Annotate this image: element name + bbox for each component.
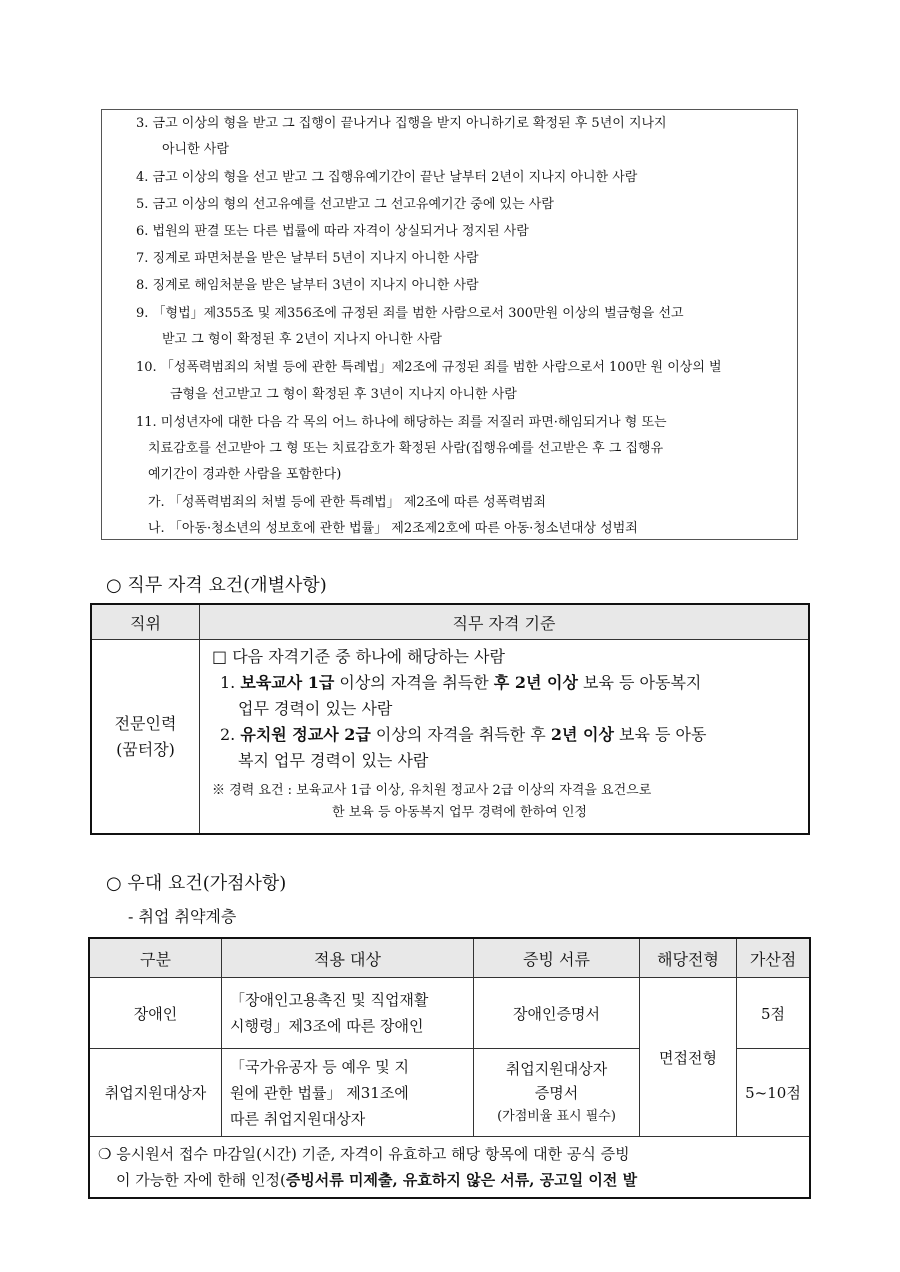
cell-support-points: 5~10점 [737, 1049, 811, 1137]
disq-item-11-na: 나. 「아동·청소년의 성보호에 관한 법률」 제2조제2호에 따른 아동·청소년대상 성범죄 [148, 521, 638, 536]
cell-disabled-target: 「장애인고용촉진 및 직업재활 시행령」제3조에 따른 장애인 [222, 978, 474, 1049]
criteria-item-2: 2. 유치원 정교사 2급 이상의 자격을 취득한 후 2년 이상 보육 등 아동 [220, 725, 707, 744]
disq-item-11-cont2: 예기간이 경과한 사람을 포함한다) [148, 467, 342, 482]
cell-support-doc: 취업지원대상자 증명서 (가점비율 표시 필수) [474, 1049, 640, 1137]
table-header-row [91, 604, 809, 640]
disq-item-10: 10. 「성폭력범죄의 처벌 등에 관한 특례법」제2조에 규정된 죄를 범한 사람으로서 100만 원 이상의 벌 [136, 360, 722, 375]
header-target: 적용 대상 [222, 938, 474, 978]
header-points: 가산점 [737, 938, 811, 978]
disq-item-3: 3. 금고 이상의 형을 받고 그 집행이 끝나거나 집행을 받지 아니하기로 확정된 후 5년이 지나지 [136, 116, 667, 131]
job-qualification-table [90, 603, 810, 835]
preference-table [88, 937, 811, 1199]
disq-item-11: 11. 미성년자에 대한 다음 각 목의 어느 하나에 해당하는 죄를 저질러 파면·해임되거나 형 또는 [136, 415, 667, 430]
cell-disabled-points: 5점 [737, 978, 811, 1049]
table-header-row [89, 938, 810, 978]
disq-item-5: 5. 금고 이상의 형의 선고유예를 선고받고 그 선고유예기간 중에 있는 사람 [136, 197, 554, 212]
disq-item-6: 6. 법원의 판결 또는 다른 법률에 따라 자격이 상실되거나 정지된 사람 [136, 224, 529, 239]
disqualification-box [101, 109, 798, 540]
criteria-intro: □ 다음 자격기준 중 하나에 해당하는 사람 [212, 647, 505, 666]
header-stage: 해당전형 [640, 938, 737, 978]
disq-item-9-cont: 받고 그 형이 확정된 후 2년이 지나지 아니한 사람 [162, 332, 442, 347]
cell-support: 취업지원대상자 [89, 1049, 222, 1137]
table-row [89, 978, 810, 1049]
cell-disabled: 장애인 [89, 978, 222, 1049]
disq-item-3-cont: 아니한 사람 [162, 142, 229, 157]
criteria-item-1: 1. 보육교사 1급 이상의 자격을 취득한 후 2년 이상 보육 등 아동복지 [220, 673, 702, 692]
criteria-item-2-cont: 복지 업무 경력이 있는 사람 [238, 751, 429, 770]
position-cell [91, 640, 200, 835]
header-position: 직위 [91, 604, 200, 640]
header-category: 구분 [89, 938, 222, 978]
cell-disabled-doc: 장애인증명서 [474, 978, 640, 1049]
position-name: 전문인력 [114, 713, 177, 733]
disq-item-8: 8. 징계로 해임처분을 받은 날부터 3년이 지나지 아니한 사람 [136, 278, 479, 293]
position-subname: (꿈터장) [116, 739, 175, 759]
disq-item-4: 4. 금고 이상의 형을 선고 받고 그 집행유예기간이 끝난 날부터 2년이 지나지 아니한 사람 [136, 170, 638, 185]
disq-item-9: 9. 「형법」제355조 및 제356조에 규정된 죄를 범한 사람으로서 300만원 이상의 벌금형을 선고 [136, 306, 684, 321]
career-note: ※ 경력 요건 : 보육교사 1급 이상, 유치원 정교사 2급 이상의 자격을 요건으로 [212, 783, 652, 798]
career-note-cont: 한 보육 등 아동복지 업무 경력에 한하여 인정 [332, 805, 587, 820]
table-footer-row [89, 1137, 810, 1199]
header-criteria: 직무 자격 기준 [200, 604, 810, 640]
table-row [91, 640, 809, 835]
section-job-qualification-title: ○ 직무 자격 요건(개별사항) [106, 575, 327, 596]
criteria-cell [200, 640, 810, 835]
cell-support-target: 「국가유공자 등 예우 및 지 원에 관한 법률」 제31조에 따른 취업지원대상자 [222, 1049, 474, 1137]
section-preference-subtitle: - 취업 취약계층 [128, 907, 237, 926]
disq-item-7: 7. 징계로 파면처분을 받은 날부터 5년이 지나지 아니한 사람 [136, 251, 479, 266]
disq-item-10-cont: 금형을 선고받고 그 형이 확정된 후 3년이 지나지 아니한 사람 [170, 387, 517, 402]
cell-stage: 면접전형 [640, 978, 737, 1137]
section-preference-title: ○ 우대 요건(가점사항) [106, 873, 287, 894]
disq-item-11-ga: 가. 「성폭력범죄의 처벌 등에 관한 특례법」 제2조에 따른 성폭력범죄 [148, 495, 546, 510]
criteria-item-1-cont: 업무 경력이 있는 사람 [238, 699, 393, 718]
disq-item-11-cont1: 치료감호를 선고받아 그 형 또는 치료감호가 확정된 사람(집행유예를 선고받은 후 그 집행유 [148, 441, 664, 456]
header-documents: 증빙 서류 [474, 938, 640, 978]
footer-note: ❍ 응시원서 접수 마감일(시간) 기준, 자격이 유효하고 해당 항목에 대한 공식 증빙 이 가능한 자에 한해 인정(증빙서류 미제출, 유효하지 않은 서류, 공고일 이전 발 [89, 1137, 810, 1199]
